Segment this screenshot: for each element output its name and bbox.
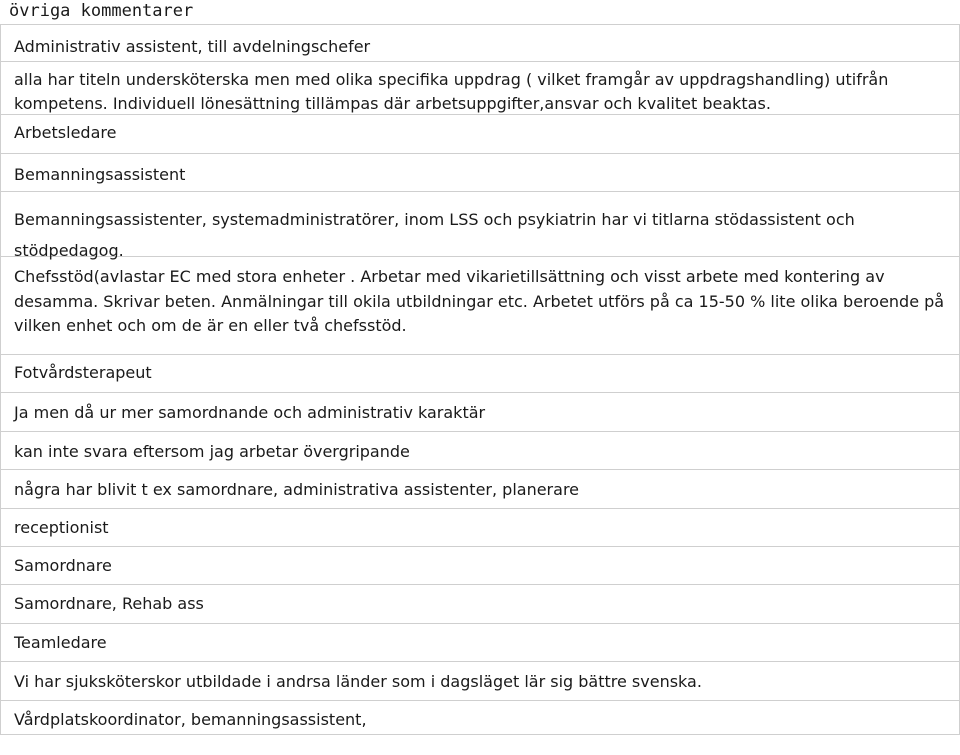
row-text: Bemanningsassistent bbox=[14, 165, 186, 184]
table-row bbox=[0, 701, 960, 735]
table-row bbox=[0, 154, 960, 192]
row-text: Vårdplatskoordinator, bemanningsassistent, bbox=[14, 710, 367, 729]
row-text: Administrativ assistent, till avdelningschefer bbox=[14, 37, 371, 56]
table-row bbox=[0, 662, 960, 701]
table-row bbox=[0, 25, 960, 62]
table-row bbox=[0, 62, 960, 115]
table-row bbox=[0, 509, 960, 547]
row-text: några har blivit t ex samordnare, administrativa assistenter, planerare bbox=[14, 480, 580, 499]
table-row bbox=[0, 192, 960, 260]
row-text: alla har titeln undersköterska men med olika specifika uppdrag ( vilket framgår av uppdragshandling) utifrån kompetens. Individuell lönesättning tillämpas där arbetsuppgifter,ansvar och kvalitet beaktas. bbox=[14, 70, 889, 113]
table-row bbox=[0, 470, 960, 509]
table-row bbox=[0, 115, 960, 154]
row-text: Arbetsledare bbox=[14, 123, 117, 142]
row-text: Teamledare bbox=[14, 633, 107, 652]
row-text: Vi har sjuksköterskor utbildade i andrsa länder som i dagsläget lär sig bättre svenska. bbox=[14, 672, 702, 691]
table-row bbox=[0, 257, 960, 355]
row-text: Bemanningsassistenter, systemadministratörer, inom LSS och psykiatrin har vi titlarna stödassistent och stödpedagog. bbox=[14, 210, 855, 260]
row-text: receptionist bbox=[14, 518, 109, 537]
table-row bbox=[0, 585, 960, 624]
table-row bbox=[0, 547, 960, 585]
table-row bbox=[0, 624, 960, 662]
table-row bbox=[0, 355, 960, 393]
table-row bbox=[0, 393, 960, 432]
comments-table bbox=[0, 24, 960, 735]
row-text: Ja men då ur mer samordnande och administrativ karaktär bbox=[14, 403, 486, 422]
row-text: Chefsstöd(avlastar EC med stora enheter . Arbetar med vikarietillsättning och visst arbete med kontering av desamma. Skrivar beten. Anmälningar till okila utbildningar etc. Arbetet utförs på ca 15-50 % lite olika beroende på vilken enhet och om de är en eller två chefsstöd. bbox=[14, 267, 945, 335]
section-heading: övriga kommentarer bbox=[9, 1, 194, 21]
table-row bbox=[0, 432, 960, 470]
row-text: Samordnare, Rehab ass bbox=[14, 594, 204, 613]
row-text: Fotvårdsterapeut bbox=[14, 363, 152, 382]
row-text: Samordnare bbox=[14, 556, 112, 575]
row-text: kan inte svara eftersom jag arbetar övergripande bbox=[14, 442, 410, 461]
